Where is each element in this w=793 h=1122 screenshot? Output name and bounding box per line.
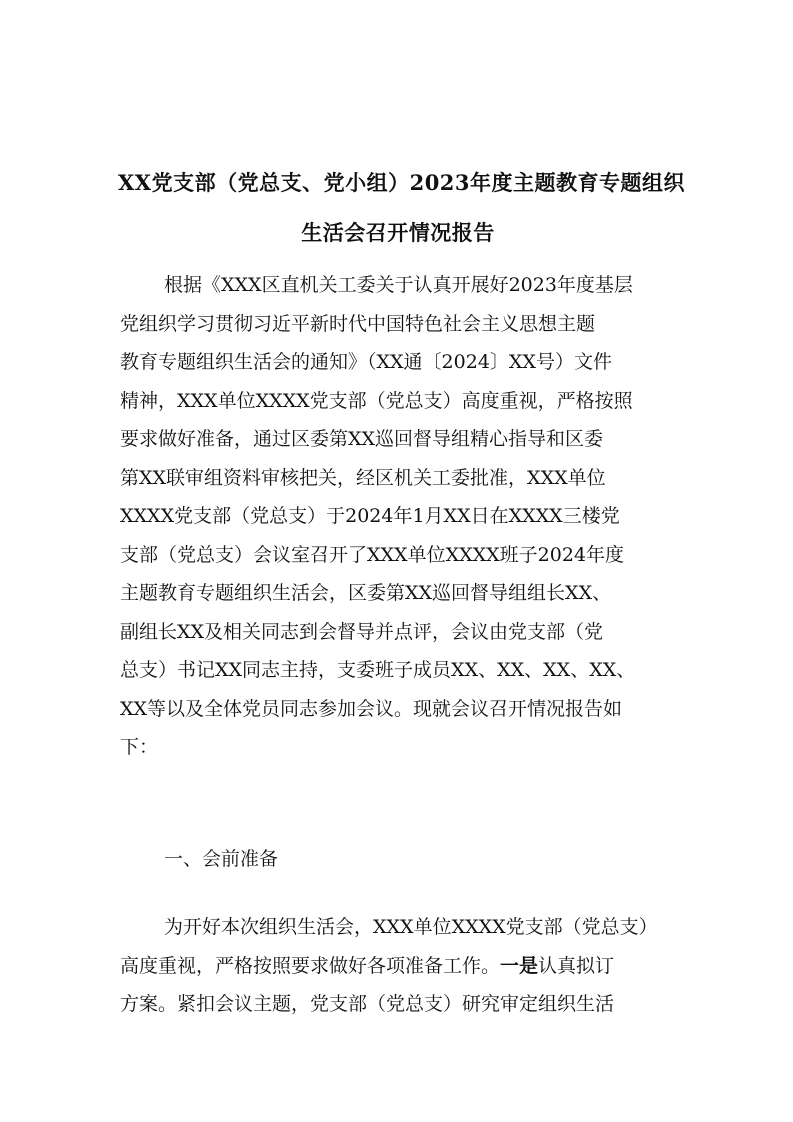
emphasis-text: 一是 bbox=[500, 954, 539, 977]
document-title bbox=[118, 158, 686, 258]
paragraph-line: 精神，XXX单位XXXX党支部（党总支）高度重视，严格按照 bbox=[120, 389, 633, 412]
paragraph-text: 高度重视，严格按照要求做好各项准备工作。 bbox=[120, 954, 501, 977]
paragraph-line: 支部（党总支）会议室召开了XXX单位XXXX班子2024年度 bbox=[120, 543, 625, 566]
paragraph-text: 认真拟订 bbox=[538, 954, 615, 977]
paragraph-line: 第XX联审组资料审核把关，经区机关工委批准，XXX单位 bbox=[120, 466, 606, 489]
paragraph-line: 为开好本次组织生活会，XXX单位XXXX党支部（党总支） bbox=[164, 916, 658, 938]
paragraph-line: 下： bbox=[120, 736, 159, 758]
paragraph-line: 主题教育专题组织生活会，区委第XX巡回督导组组长XX、 bbox=[120, 582, 612, 604]
paragraph-line: 要求做好准备，通过区委第XX巡回督导组精心指导和区委 bbox=[120, 428, 604, 450]
paragraph-line bbox=[120, 947, 680, 986]
paragraph-line: 党组织学习贯彻习近平新时代中国特色社会主义思想主题 bbox=[120, 312, 596, 335]
paragraph-preparation bbox=[120, 908, 680, 1024]
paragraph-line: 方案。紧扣会议主题，党支部（党总支）研究审定组织生活 bbox=[120, 993, 615, 1015]
section-heading: 一、会前准备 bbox=[164, 848, 279, 870]
paragraph-line: 副组长XX及相关同志到会督导并点评，会议由党支部（党 bbox=[120, 620, 604, 643]
paragraph-line: XX等以及全体党员同志参加会议。现就会议召开情况报告如 bbox=[120, 697, 623, 720]
paragraph-intro bbox=[120, 266, 680, 767]
paragraph-line: 总支）书记XX同志主持，支委班子成员XX、XX、XX、XX、 bbox=[120, 659, 636, 681]
paragraph-line: XXXX党支部（党总支）于2024年1月XX日在XXXX三楼党 bbox=[120, 505, 620, 527]
title-line-1: XX党支部（党总支、党小组）2023年度主题教育专题组织 bbox=[118, 170, 686, 195]
title-line-2: 生活会召开情况报告 bbox=[301, 220, 495, 245]
paragraph-line: 教育专题组织生活会的通知》（XX通〔2024〕XX号）文件 bbox=[120, 351, 612, 373]
paragraph-line: 根据《XXX区直机关工委关于认真开展好2023年度基层 bbox=[164, 274, 633, 296]
